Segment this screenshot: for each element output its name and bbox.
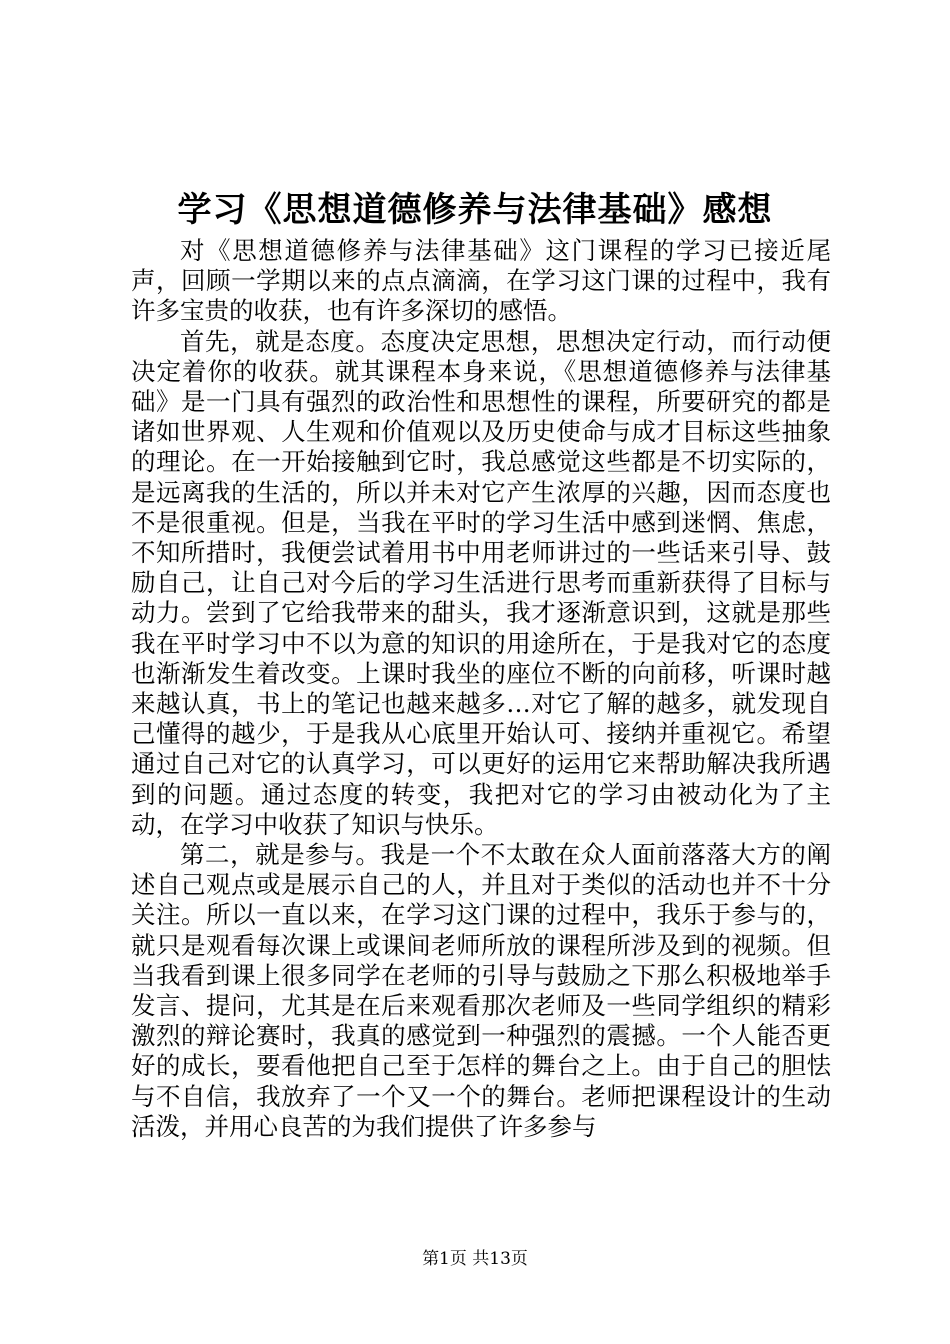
- page-number-footer: 第1页 共13页: [422, 1249, 528, 1269]
- paragraph-intro: 对《思想道德修养与法律基础》这门课程的学习已接近尾声，回顾一学期以来的点点滴滴，在学习这门课的过程中，我有许多宝贵的收获，也有许多深切的感悟。: [131, 236, 831, 326]
- paragraph-participation: 第二，就是参与。我是一个不太敢在众人面前落落大方的阐述自己观点或是展示自己的人，并且对于类似的活动也并不十分关注。所以一直以来，在学习这门课的过程中，我乐于参与的，就只是观看每次课上或课间老师所放的课程所涉及到的视频。但当我看到课上很多同学在老师的引导与鼓励之下那么积极地举手发言、提问，尤其是在后来观看那次老师及一些同学组织的精彩激烈的辩论赛时，我真的感觉到一种强烈的震撼。一个人能否更好的成长，要看他把自己至于怎样的舞台之上。由于自己的胆怯与不自信，我放弃了一个又一个的舞台。老师把课程设计的生动活泼，并用心良苦的为我们提供了许多参与: [131, 840, 831, 1141]
- document-body: [131, 236, 831, 1142]
- document-title: 学习《思想道德修养与法律基础》感想: [177, 190, 773, 230]
- paragraph-attitude: 首先，就是态度。态度决定思想，思想决定行动，而行动便决定着你的收获。就其课程本身来说，《思想道德修养与法律基础》是一门具有强烈的政治性和思想性的课程，所要研究的都是诸如世界观、人生观和价值观以及历史使命与成才目标这些抽象的理论。在一开始接触到它时，我总感觉这些都是不切实际的，是远离我的生活的，所以并未对它产生浓厚的兴趣，因而态度也不是很重视。但是，当我在平时的学习生活中感到迷惘、焦虑，不知所措时，我便尝试着用书中用老师讲过的一些话来引导、鼓励自己，让自己对今后的学习生活进行思考而重新获得了目标与动力。尝到了它给我带来的甜头，我才逐渐意识到，这就是那些我在平时学习中不以为意的知识的用途所在，于是我对它的态度也渐渐发生着改变。上课时我坐的座位不断的向前移，听课时越来越认真，书上的笔记也越来越多…对它了解的越多，就发现自己懂得的越少，于是我从心底里开始认可、接纳并重视它。希望通过自己对它的认真学习，可以更好的运用它来帮助解决我所遇到的问题。通过态度的转变，我把对它的学习由被动化为了主动，在学习中收获了知识与快乐。: [131, 326, 831, 839]
